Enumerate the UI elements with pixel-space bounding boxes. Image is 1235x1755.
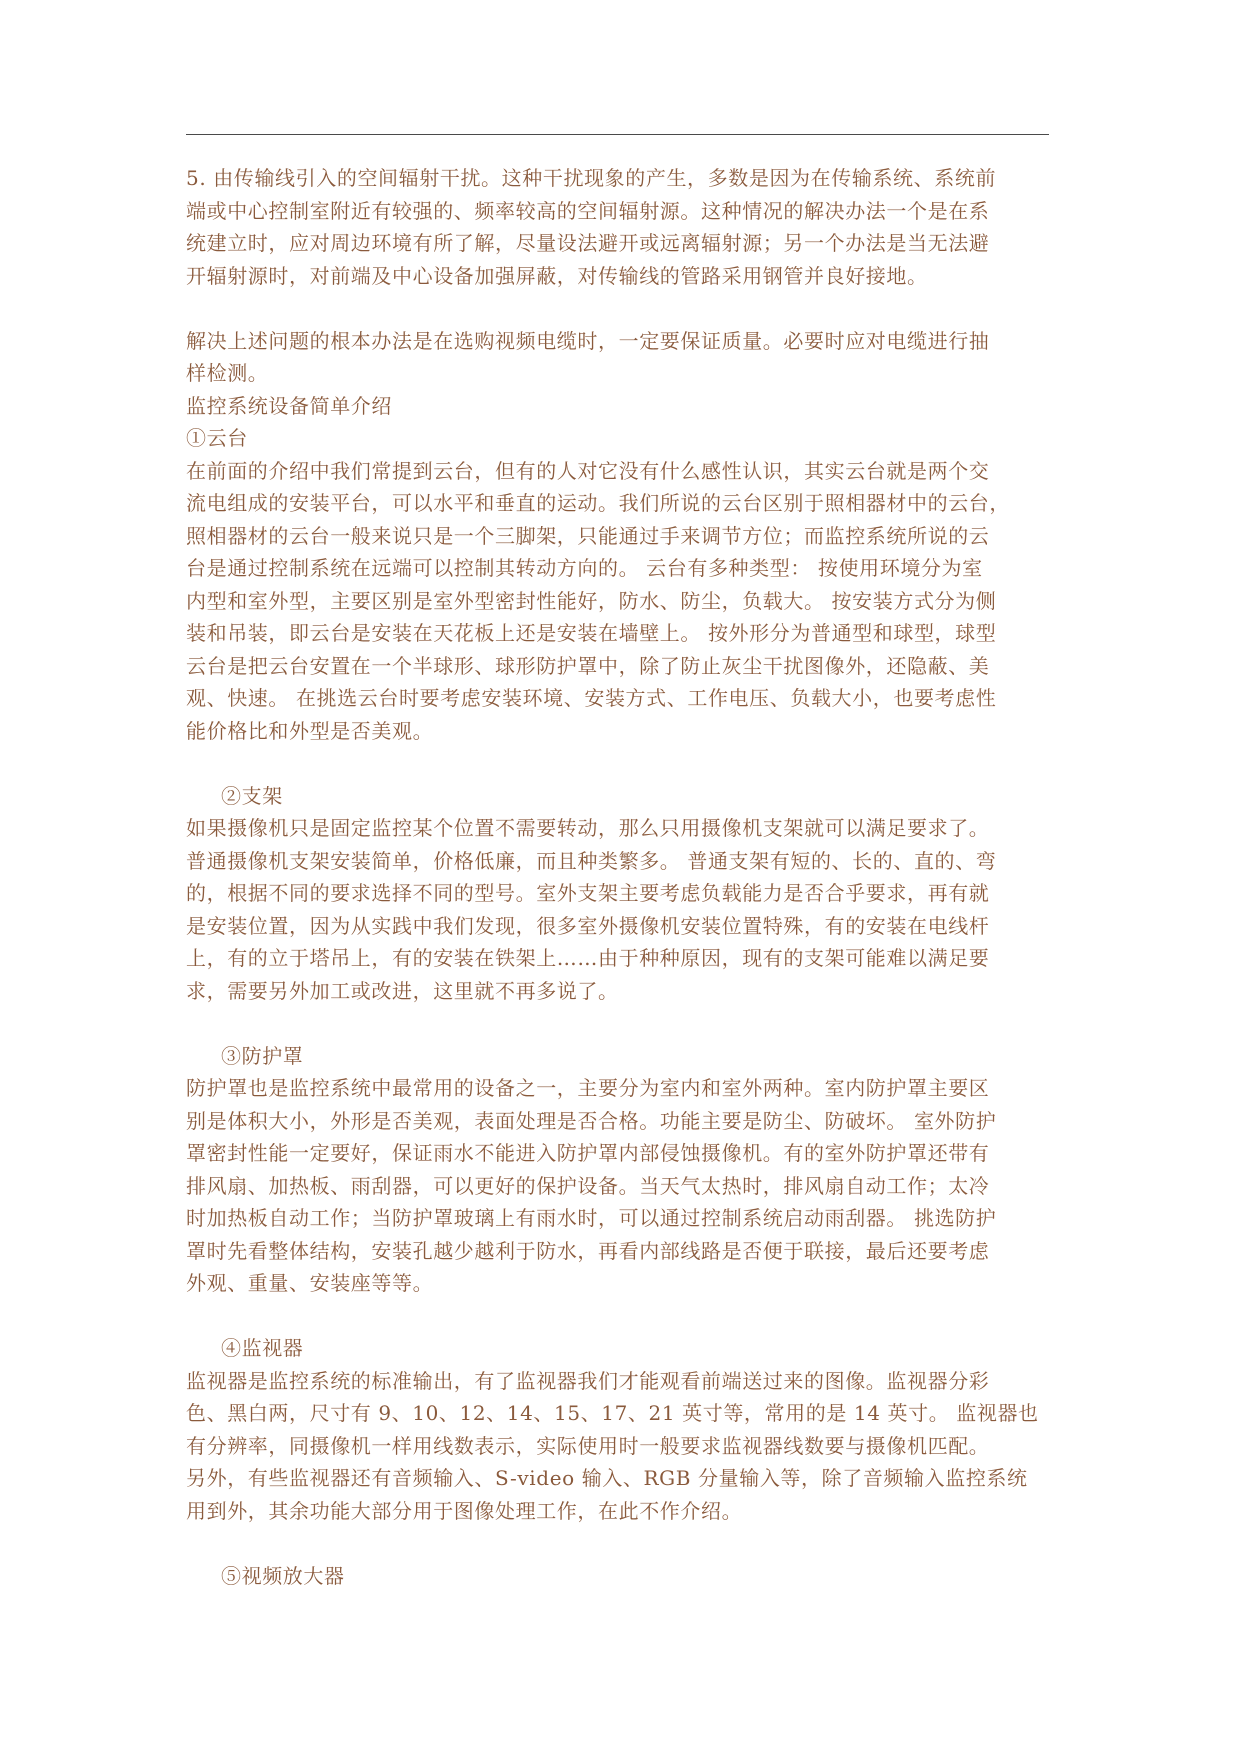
- header-rule: [186, 134, 1049, 135]
- text-line: 色、黑白两，尺寸有 9、10、12、14、15、17、21 英寸等，常用的是 14 英寸。 监视器也: [186, 1401, 1039, 1425]
- text-line: 能价格比和外型是否美观。: [186, 718, 434, 743]
- text-line: 有分辨率，同摄像机一样用线数表示，实际使用时一般要求监视器线数要与摄像机匹配。: [186, 1433, 990, 1458]
- text-line: 统建立时，应对周边环境有所了解，尽量设法避开或远离辐射源；另一个办法是当无法避: [186, 231, 990, 255]
- text-line: 在前面的介绍中我们常提到云台，但有的人对它没有什么感性认识，其实云台就是两个交: [186, 458, 990, 483]
- text-line: 另外，有些监视器还有音频输入、S-video 输入、RGB 分量输入等，除了音频输入监控系统: [186, 1466, 1028, 1490]
- text-line: 防护罩也是监控系统中最常用的设备之一，主要分为室内和室外两种。室内防护罩主要区: [186, 1076, 990, 1100]
- paragraph-gap: [186, 292, 1051, 325]
- paragraph-gap: [186, 747, 1051, 780]
- text-line: 罩时先看整体结构，安装孔越少越利于防水，再看内部线路是否便于联接，最后还要考虑: [186, 1238, 990, 1263]
- subsection-heading-pan-tilt: ①云台: [186, 426, 248, 450]
- section-heading: 监控系统设备简单介绍: [186, 393, 392, 418]
- text-line: 台是通过控制系统在远端可以控制其转动方向的。 云台有多种类型： 按使用环境分为室: [186, 556, 983, 580]
- text-line: 上，有的立于塔吊上，有的安装在铁架上……由于种种原因，现有的支架可能难以满足要: [186, 946, 990, 970]
- subsection-heading-bracket: ②支架: [221, 783, 283, 808]
- paragraph-solution: [186, 325, 1051, 390]
- text-line: 的，根据不同的要求选择不同的型号。室外支架主要考虑负载能力是否合乎要求，再有就: [186, 881, 990, 905]
- text-line: 装和吊装，即云台是安装在天花板上还是安装在墙壁上。 按外形分为普通型和球型，球型: [186, 621, 997, 645]
- text-line: 外观、重量、安装座等等。: [186, 1271, 434, 1295]
- text-line: 如果摄像机只是固定监控某个位置不需要转动，那么只用摄像机支架就可以满足要求了。: [186, 816, 990, 840]
- text-line: 监视器是监控系统的标准输出，有了监视器我们才能观看前端送过来的图像。监视器分彩: [186, 1368, 990, 1393]
- text-line: 普通摄像机支架安装简单，价格低廉，而且种类繁多。 普通支架有短的、长的、直的、弯: [186, 848, 997, 873]
- paragraph-gap: [186, 1007, 1051, 1040]
- paragraph-gap: [186, 1527, 1051, 1560]
- subsection-heading-housing: ③防护罩: [221, 1043, 304, 1068]
- text-line: 开辐射源时，对前端及中心设备加强屏蔽，对传输线的管路采用钢管并良好接地。: [186, 263, 928, 288]
- text-line: 是安装位置，因为从实践中我们发现，很多室外摄像机安装位置特殊，有的安装在电线杆: [186, 913, 990, 938]
- text-line: 样检测。: [186, 361, 269, 385]
- text-line: 内型和室外型，主要区别是室外型密封性能好，防水、防尘，负载大。 按安装方式分为侧: [186, 588, 997, 613]
- subsection-heading-monitor: ④监视器: [221, 1336, 304, 1360]
- paragraph-housing: [186, 1072, 1051, 1300]
- text-line: 流电组成的安装平台，可以水平和垂直的运动。我们所说的云台区别于照相器材中的云台，: [186, 491, 1010, 515]
- text-line: 用到外，其余功能大部分用于图像处理工作，在此不作介绍。: [186, 1498, 743, 1523]
- text-line: 云台是把云台安置在一个半球形、球形防护罩中，除了防止灰尘干扰图像外，还隐蔽、美: [186, 653, 990, 678]
- text-line: 排风扇、加热板、雨刮器，可以更好的保护设备。当天气太热时，排风扇自动工作；太冷: [186, 1173, 990, 1198]
- text-line: 解决上述问题的根本办法是在选购视频电缆时，一定要保证质量。必要时应对电缆进行抽: [186, 328, 990, 353]
- text-line: 照相器材的云台一般来说只是一个三脚架，只能通过手来调节方位；而监控系统所说的云: [186, 523, 990, 548]
- text-line: 5. 由传输线引入的空间辐射干扰。这种干扰现象的产生，多数是因为在传输系统、系统前: [186, 166, 997, 190]
- text-line: 别是体积大小，外形是否美观，表面处理是否合格。功能主要是防尘、防破坏。 室外防护: [186, 1108, 997, 1133]
- text-line: 罩密封性能一定要好，保证雨水不能进入防护罩内部侵蚀摄像机。有的室外防护罩还带有: [186, 1141, 990, 1165]
- text-line: 时加热板自动工作；当防护罩玻璃上有雨水时，可以通过控制系统启动雨刮器。 挑选防护: [186, 1206, 997, 1230]
- paragraph-pan-tilt: [186, 455, 1051, 748]
- subsection-heading-video-amplifier: ⑤视频放大器: [221, 1563, 345, 1588]
- paragraph-gap: [186, 1300, 1051, 1333]
- paragraph-monitor: [186, 1365, 1051, 1528]
- text-line: 观、快速。 在挑选云台时要考虑安装环境、安装方式、工作电压、负载大小，也要考虑性: [186, 686, 997, 710]
- paragraph-interference: [186, 162, 1051, 292]
- text-line: 求，需要另外加工或改进，这里就不再多说了。: [186, 978, 619, 1003]
- text-line: 端或中心控制室附近有较强的、频率较高的空间辐射源。这种情况的解决办法一个是在系: [186, 198, 990, 223]
- document-body: [186, 162, 1051, 1592]
- paragraph-bracket: [186, 812, 1051, 1007]
